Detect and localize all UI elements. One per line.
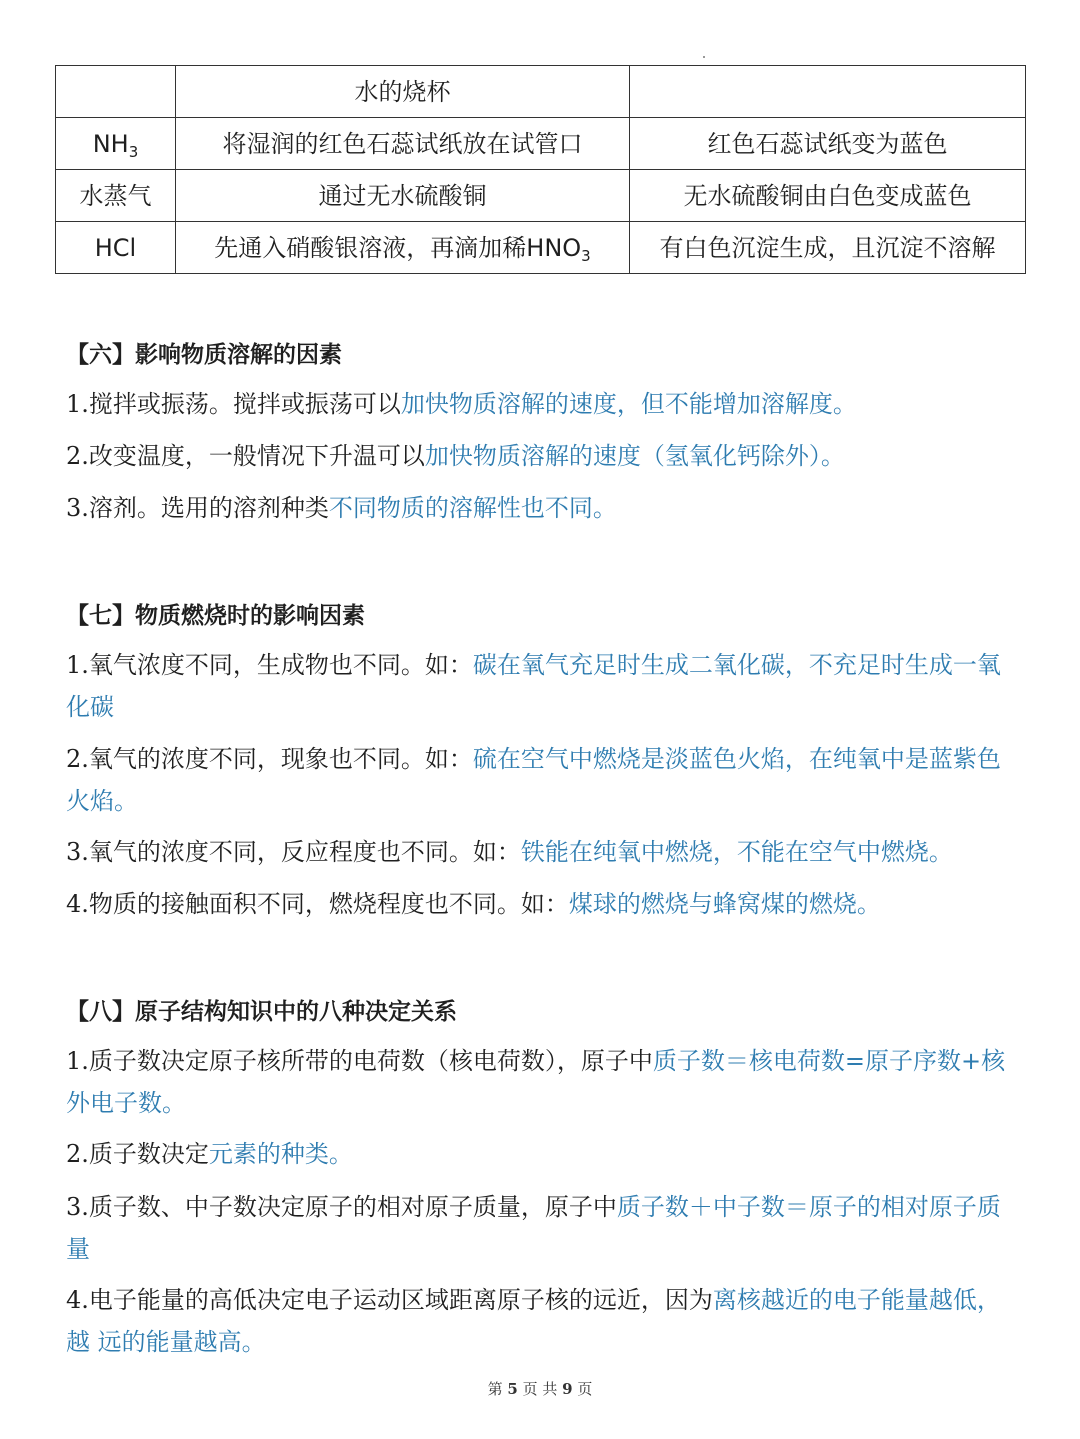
list-item: 4.电子能量的高低决定电子运动区域距离原子核的远近，因为离核越近的电子能量越低，越 远的能量越高。 bbox=[66, 1286, 1001, 1356]
page-footer: 第 5 页 共 9 页 bbox=[487, 1380, 593, 1398]
table-row bbox=[56, 222, 1026, 274]
phenomenon-cell: 红色石蕊试纸变为蓝色 bbox=[630, 118, 1026, 170]
method-cell: 水的烧杯 bbox=[176, 66, 630, 118]
method-cell: 先通入硝酸银溶液，再滴加稀$HNO_3$ bbox=[176, 222, 630, 274]
section-heading: 【六】影响物质溶解的因素 bbox=[66, 342, 342, 368]
list-item: 3.质子数、中子数决定原子的相对原子质量，原子中质子数＋中子数＝原子的相对原子质量 bbox=[66, 1193, 1001, 1263]
table-row bbox=[56, 170, 1026, 222]
phenomenon-cell: 有白色沉淀生成，且沉淀不溶解 bbox=[630, 222, 1026, 274]
table-row bbox=[56, 66, 1026, 118]
list-item: 3.溶剂。选用的溶剂种类不同物质的溶解性也不同。 bbox=[66, 494, 617, 522]
list-item: 1.氧气浓度不同，生成物也不同。如：碳在氧气充足时生成二氧化碳，不充足时生成一氧化碳 bbox=[66, 651, 1001, 721]
gas-cell: $NH_3$ bbox=[56, 118, 176, 170]
phenomenon-cell bbox=[630, 66, 1026, 118]
method-cell: 通过无水硫酸铜 bbox=[176, 170, 630, 222]
gas-cell: 水蒸气 bbox=[56, 170, 176, 222]
gas-cell bbox=[56, 66, 176, 118]
gas-cell: HCl bbox=[56, 222, 176, 274]
list-item: 2.质子数决定元素的种类。 bbox=[66, 1140, 353, 1168]
table-row bbox=[56, 118, 1026, 170]
section-heading: 【七】物质燃烧时的影响因素 bbox=[66, 603, 365, 629]
list-item: 2.改变温度，一般情况下升温可以加快物质溶解的速度（氢氧化钙除外）。 bbox=[66, 442, 845, 470]
list-item: 3.氧气的浓度不同，反应程度也不同。如：铁能在纯氧中燃烧，不能在空气中燃烧。 bbox=[66, 838, 953, 866]
gas-test-table bbox=[55, 65, 1026, 274]
list-item: 4.物质的接触面积不同，燃烧程度也不同。如：煤球的燃烧与蜂窝煤的燃烧。 bbox=[66, 890, 881, 918]
list-item: 2.氧气的浓度不同，现象也不同。如：硫在空气中燃烧是淡蓝色火焰，在纯氧中是蓝紫色火焰。 bbox=[66, 745, 1001, 815]
section-heading: 【八】原子结构知识中的八种决定关系 bbox=[66, 999, 457, 1025]
phenomenon-cell: 无水硫酸铜由白色变成蓝色 bbox=[630, 170, 1026, 222]
list-item: 1.质子数决定原子核所带的电荷数（核电荷数），原子中质子数＝核电荷数=原子序数+核外电子数。 bbox=[66, 1047, 1006, 1117]
list-item: 1.搅拌或振荡。搅拌或振荡可以加快物质溶解的速度，但不能增加溶解度。 bbox=[66, 390, 857, 418]
speck bbox=[703, 56, 705, 58]
method-cell: 将湿润的红色石蕊试纸放在试管口 bbox=[176, 118, 630, 170]
